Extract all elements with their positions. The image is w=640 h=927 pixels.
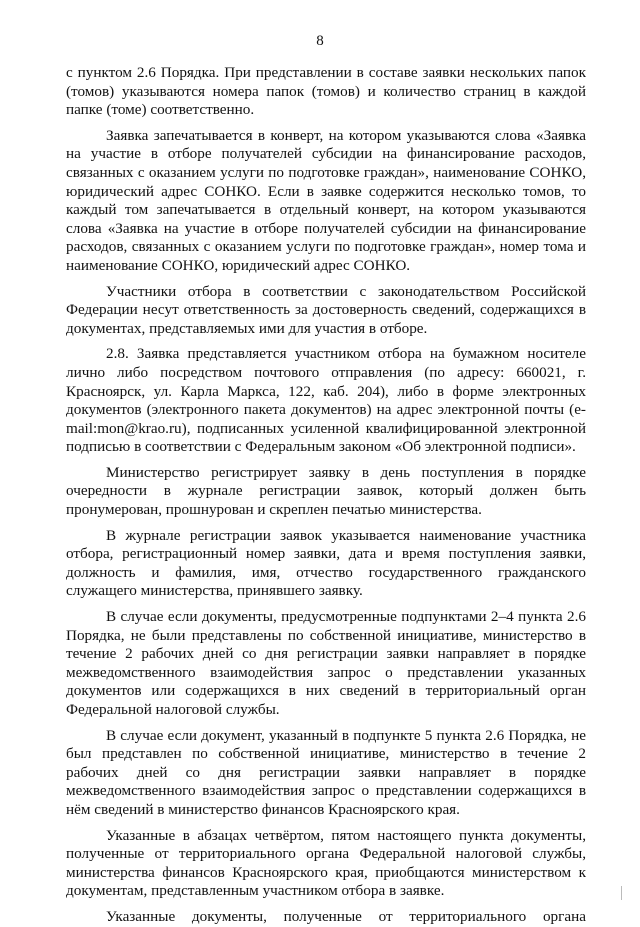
paragraph-responsibility: Участники отбора в соответствии с законодательством Российской Федерации несут ответственность за достоверность сведений, содержащихся в документах, представляемых ими для участия в отборе. [66,282,586,337]
paragraph-truncated: Указанные документы, полученные от территориального органа [106,907,586,925]
paragraph-continuation: с пунктом 2.6 Порядка. При представлении в составе заявки нескольких папок (томов) указываются номера папок (томов) и количество страниц в каждой папке (томе) соответственно. [66,64,586,119]
paragraph-tax-service-request: В случае если документы, предусмотренные подпунктами 2–4 пункта 2.6 Порядка, не были представлены по собственной инициативе, министерство в течение 2 рабочих дней со дня регистрации заявки направляет в порядке межведомственного взаимодействия запрос о представлении указанных документов или содержащихся в них сведений в территориальный орган Федеральной налоговой службы. [66,608,586,718]
scan-edge-mark [621,886,632,900]
paragraph-documents-attached: Указанные в абзацах четвёртом, пятом настоящего пункта документы, полученные от территориального органа Федеральной налоговой службы, министерства финансов Красноярского края, приобщаются министерством к документам, представленным участником отбора в заявке. [66,826,586,900]
document-body [66,64,586,927]
paragraph-envelope: Заявка запечатывается в конверт, на котором указываются слова «Заявка на участие в отборе получателей субсидии на финансирование расходов, связанных с оказанием услуги по подготовке граждан», наименование СОНКО, юридический адрес СОНКО. Если в заявке содержится несколько томов, то каждый том запечатывается в отдельный конверт, на котором указываются слова «Заявка на участие в отборе получателей субсидии на финансирование расходов, связанных с оказанием услуги по подготовке граждан», номер тома и наименование СОНКО, юридический адрес СОНКО. [66,126,586,274]
paragraph-2-8-submission: 2.8. Заявка представляется участником отбора на бумажном носителе лично либо посредством почтового отправления (по адресу: 660021, г. Красноярск, ул. Карла Маркса, 122, каб. 204), либо в форме электронных документов (электронного пакета документов) на адрес электронной почты (e-mail:mon@krao.ru), подписанных усиленной квалифицированной электронной подписью в соответствии с Федеральным законом «Об электронной подписи». [66,345,586,456]
paragraph-registration-journal: В журнале регистрации заявок указывается наименование участника отбора, регистрационный номер заявки, дата и время поступления заявки, должность и фамилия, имя, отчество государственного гражданского служащего министерства, принявшего заявку. [66,526,586,600]
paragraph-finance-ministry-request: В случае если документ, указанный в подпункте 5 пункта 2.6 Порядка, не был представлен по собственной инициативе, министерство в течение 2 рабочих дней со дня регистрации заявки направляет в порядке межведомственного взаимодействия запрос о представлении содержащихся в нём сведений в министерство финансов Красноярского края. [66,726,586,818]
paragraph-registration: Министерство регистрирует заявку в день поступления в порядке очередности в журнале регистрации заявок, который должен быть пронумерован, прошнурован и скреплен печатью министерства. [66,463,586,519]
page-number: 8 [316,33,324,49]
